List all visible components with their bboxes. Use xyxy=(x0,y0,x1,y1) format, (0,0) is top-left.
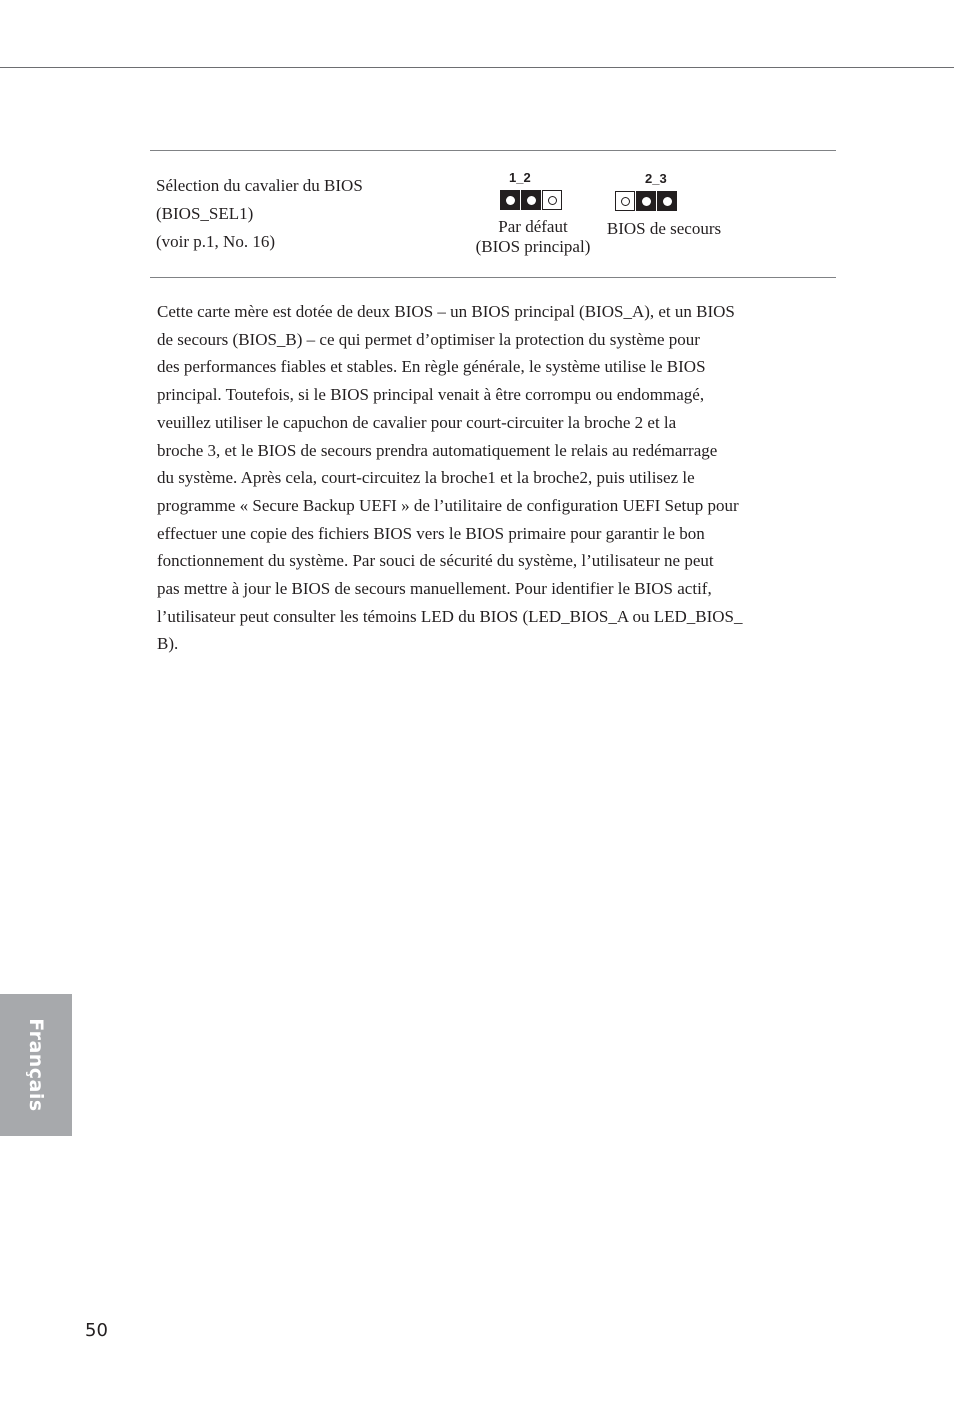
jumper-default-caption xyxy=(472,217,594,257)
paragraph-line: des performances fiables et stables. En règle générale, le système utilise le BIOS xyxy=(157,357,706,377)
paragraph-line: effectuer une copie des fichiers BIOS vers le BIOS primaire pour garantir le bon xyxy=(157,523,705,543)
paragraph-line: programme « Secure Backup UEFI » de l’utilitaire de configuration UEFI Setup pour xyxy=(157,495,739,515)
caption-line: Par défaut xyxy=(498,217,568,236)
caption-line: BIOS de secours xyxy=(606,219,722,238)
jumper-table xyxy=(150,150,836,278)
paragraph-line: broche 3, et le BIOS de secours prendra automatiquement le relais au redémarrage xyxy=(157,440,718,460)
pin-3-icon xyxy=(542,190,562,210)
paragraph-line: de secours (BIOS_B) – ce qui permet d’optimiser la protection du système pour xyxy=(157,329,700,349)
pin-2-icon xyxy=(636,191,656,211)
pin-label-2-3: 2_3 xyxy=(645,171,667,186)
paragraph-line: du système. Après cela, court-circuitez la broche1 et la broche2, puis utilisez le xyxy=(157,468,695,488)
paragraph-line: pas mettre à jour le BIOS de secours manuellement. Pour identifier le BIOS actif, xyxy=(157,579,712,599)
pin-1-icon xyxy=(615,191,635,211)
pin-1-icon xyxy=(500,190,520,210)
language-side-tab xyxy=(0,994,72,1136)
paragraph-line: Cette carte mère est dotée de deux BIOS – un BIOS principal (BIOS_A), et un BIOS xyxy=(157,302,735,321)
paragraph-line: fonctionnement du système. Par souci de sécurité du système, l’utilisateur ne peut xyxy=(157,551,714,571)
jumper-description xyxy=(156,172,363,256)
top-rule xyxy=(0,67,954,68)
language-label: Français xyxy=(25,1018,47,1112)
page-number: 50 xyxy=(85,1320,108,1341)
pin-2-icon xyxy=(521,190,541,210)
jumper-header-default-icon xyxy=(500,190,562,212)
jumper-backup-caption xyxy=(603,219,725,239)
body-paragraph xyxy=(157,298,787,658)
paragraph-line: l’utilisateur peut consulter les témoins LED du BIOS (LED_BIOS_A ou LED_BIOS_ xyxy=(157,606,743,626)
jumper-description-line: (voir p.1, No. 16) xyxy=(156,232,275,251)
paragraph-line: B). xyxy=(157,634,179,654)
caption-line: (BIOS principal) xyxy=(475,237,591,256)
paragraph-line: principal. Toutefois, si le BIOS principal venait à être corrompu ou endommagé, xyxy=(157,385,705,405)
paragraph-line: veuillez utiliser le capuchon de cavalier pour court-circuiter la broche 2 et la xyxy=(157,412,677,432)
jumper-description-line: (BIOS_SEL1) xyxy=(156,204,254,223)
jumper-header-backup-icon xyxy=(615,191,677,213)
jumper-description-line: Sélection du cavalier du BIOS xyxy=(156,176,363,195)
pin-label-1-2: 1_2 xyxy=(509,170,531,185)
pin-3-icon xyxy=(657,191,677,211)
